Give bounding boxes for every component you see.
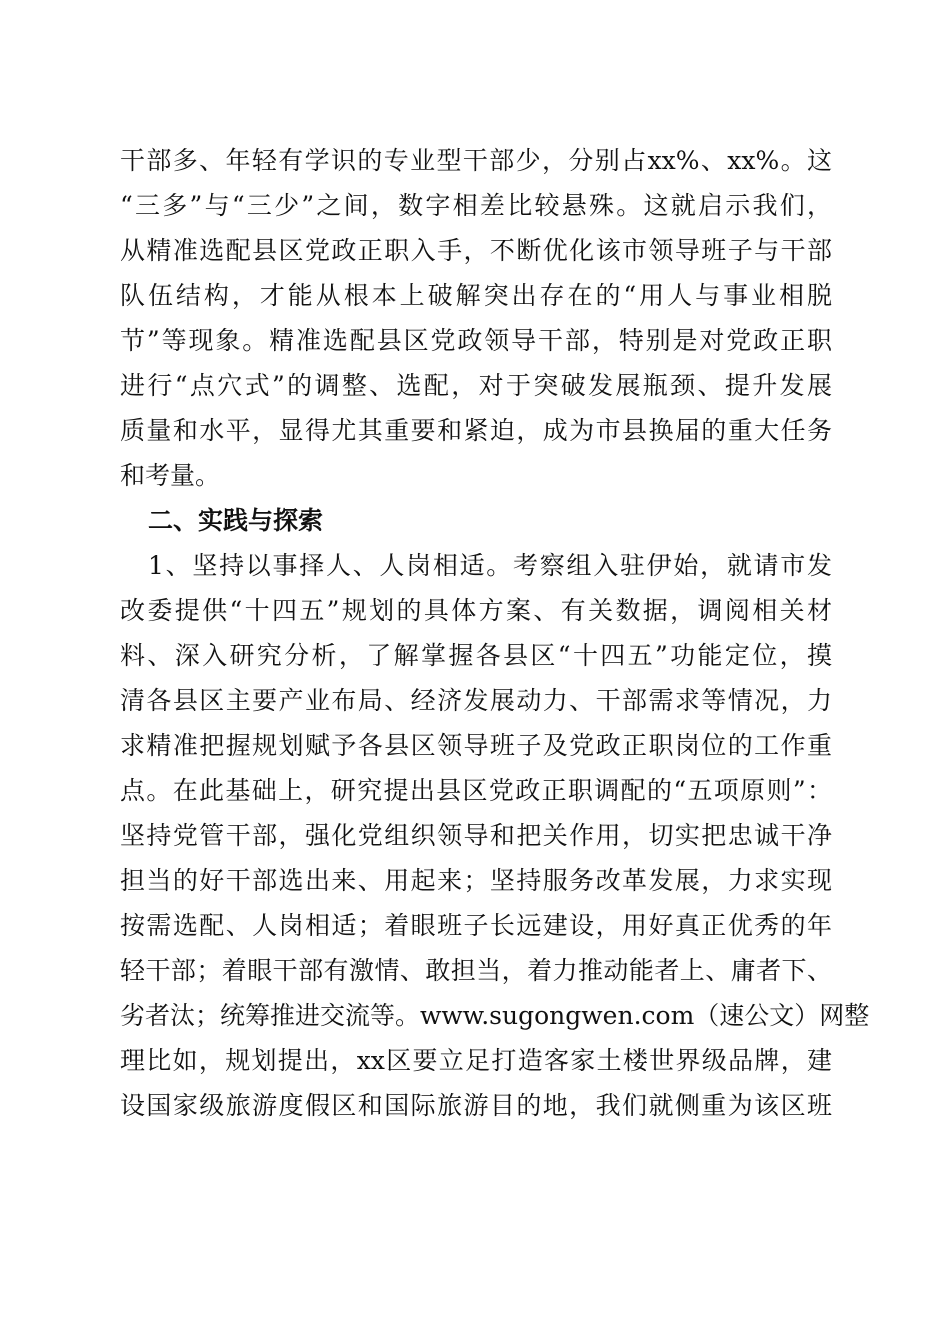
paragraph-line: 劣者汰；统筹推进交流等。www.sugongwen.com（速公文）网整 xyxy=(120,1001,870,1030)
paragraph-line: 1、坚持以事择人、人岗相适。考察组入驻伊始，就请市发 xyxy=(148,551,832,580)
paragraph-line: 质量和水平，显得尤其重要和紧迫，成为市县换届的重大任务 xyxy=(120,416,832,445)
paragraph-line: 轻干部；着眼干部有激情、敢担当，着力推动能者上、庸者下、 xyxy=(120,956,832,985)
paragraph-line: 坚持党管干部，强化党组织领导和把关作用，切实把忠诚干净 xyxy=(120,821,832,850)
paragraph-line: 队伍结构，才能从根本上破解突出存在的“用人与事业相脱 xyxy=(120,281,832,310)
paragraph-line: 求精准把握规划赋予各县区领导班子及党政正职岗位的工作重 xyxy=(120,731,832,760)
paragraph-line: 改委提供“十四五”规划的具体方案、有关数据，调阅相关材 xyxy=(120,596,832,625)
paragraph-line: 节”等现象。精准选配县区党政领导干部，特别是对党政正职 xyxy=(120,326,832,355)
document-body xyxy=(120,138,870,1128)
paragraph-line: 理比如，规划提出，xx区要立足打造客家土楼世界级品牌，建 xyxy=(120,1046,832,1075)
paragraph-line: 从精准选配县区党政正职入手，不断优化该市领导班子与干部 xyxy=(120,236,832,265)
paragraph-line: 按需选配、人岗相适；着眼班子长远建设，用好真正优秀的年 xyxy=(120,911,832,940)
paragraph-line: 和考量。 xyxy=(120,461,221,490)
paragraph-line: 干部多、年轻有学识的专业型干部少，分别占xx%、xx%。这 xyxy=(120,146,832,175)
paragraph-line: 进行“点穴式”的调整、选配，对于突破发展瓶颈、提升发展 xyxy=(120,371,832,400)
paragraph-line: 清各县区主要产业布局、经济发展动力、干部需求等情况，力 xyxy=(120,686,832,715)
paragraph-line: 点。在此基础上，研究提出县区党政正职调配的“五项原则”： xyxy=(120,776,832,805)
paragraph-line: 设国家级旅游度假区和国际旅游目的地，我们就侧重为该区班 xyxy=(120,1091,832,1120)
paragraph-line: 料、深入研究分析，了解掌握各县区“十四五”功能定位，摸 xyxy=(120,641,832,670)
section-heading: 二、实践与探索 xyxy=(148,506,324,535)
paragraph-line: “三多”与“三少”之间，数字相差比较悬殊。这就启示我们， xyxy=(120,191,832,220)
paragraph-line: 担当的好干部选出来、用起来；坚持服务改革发展，力求实现 xyxy=(120,866,832,895)
